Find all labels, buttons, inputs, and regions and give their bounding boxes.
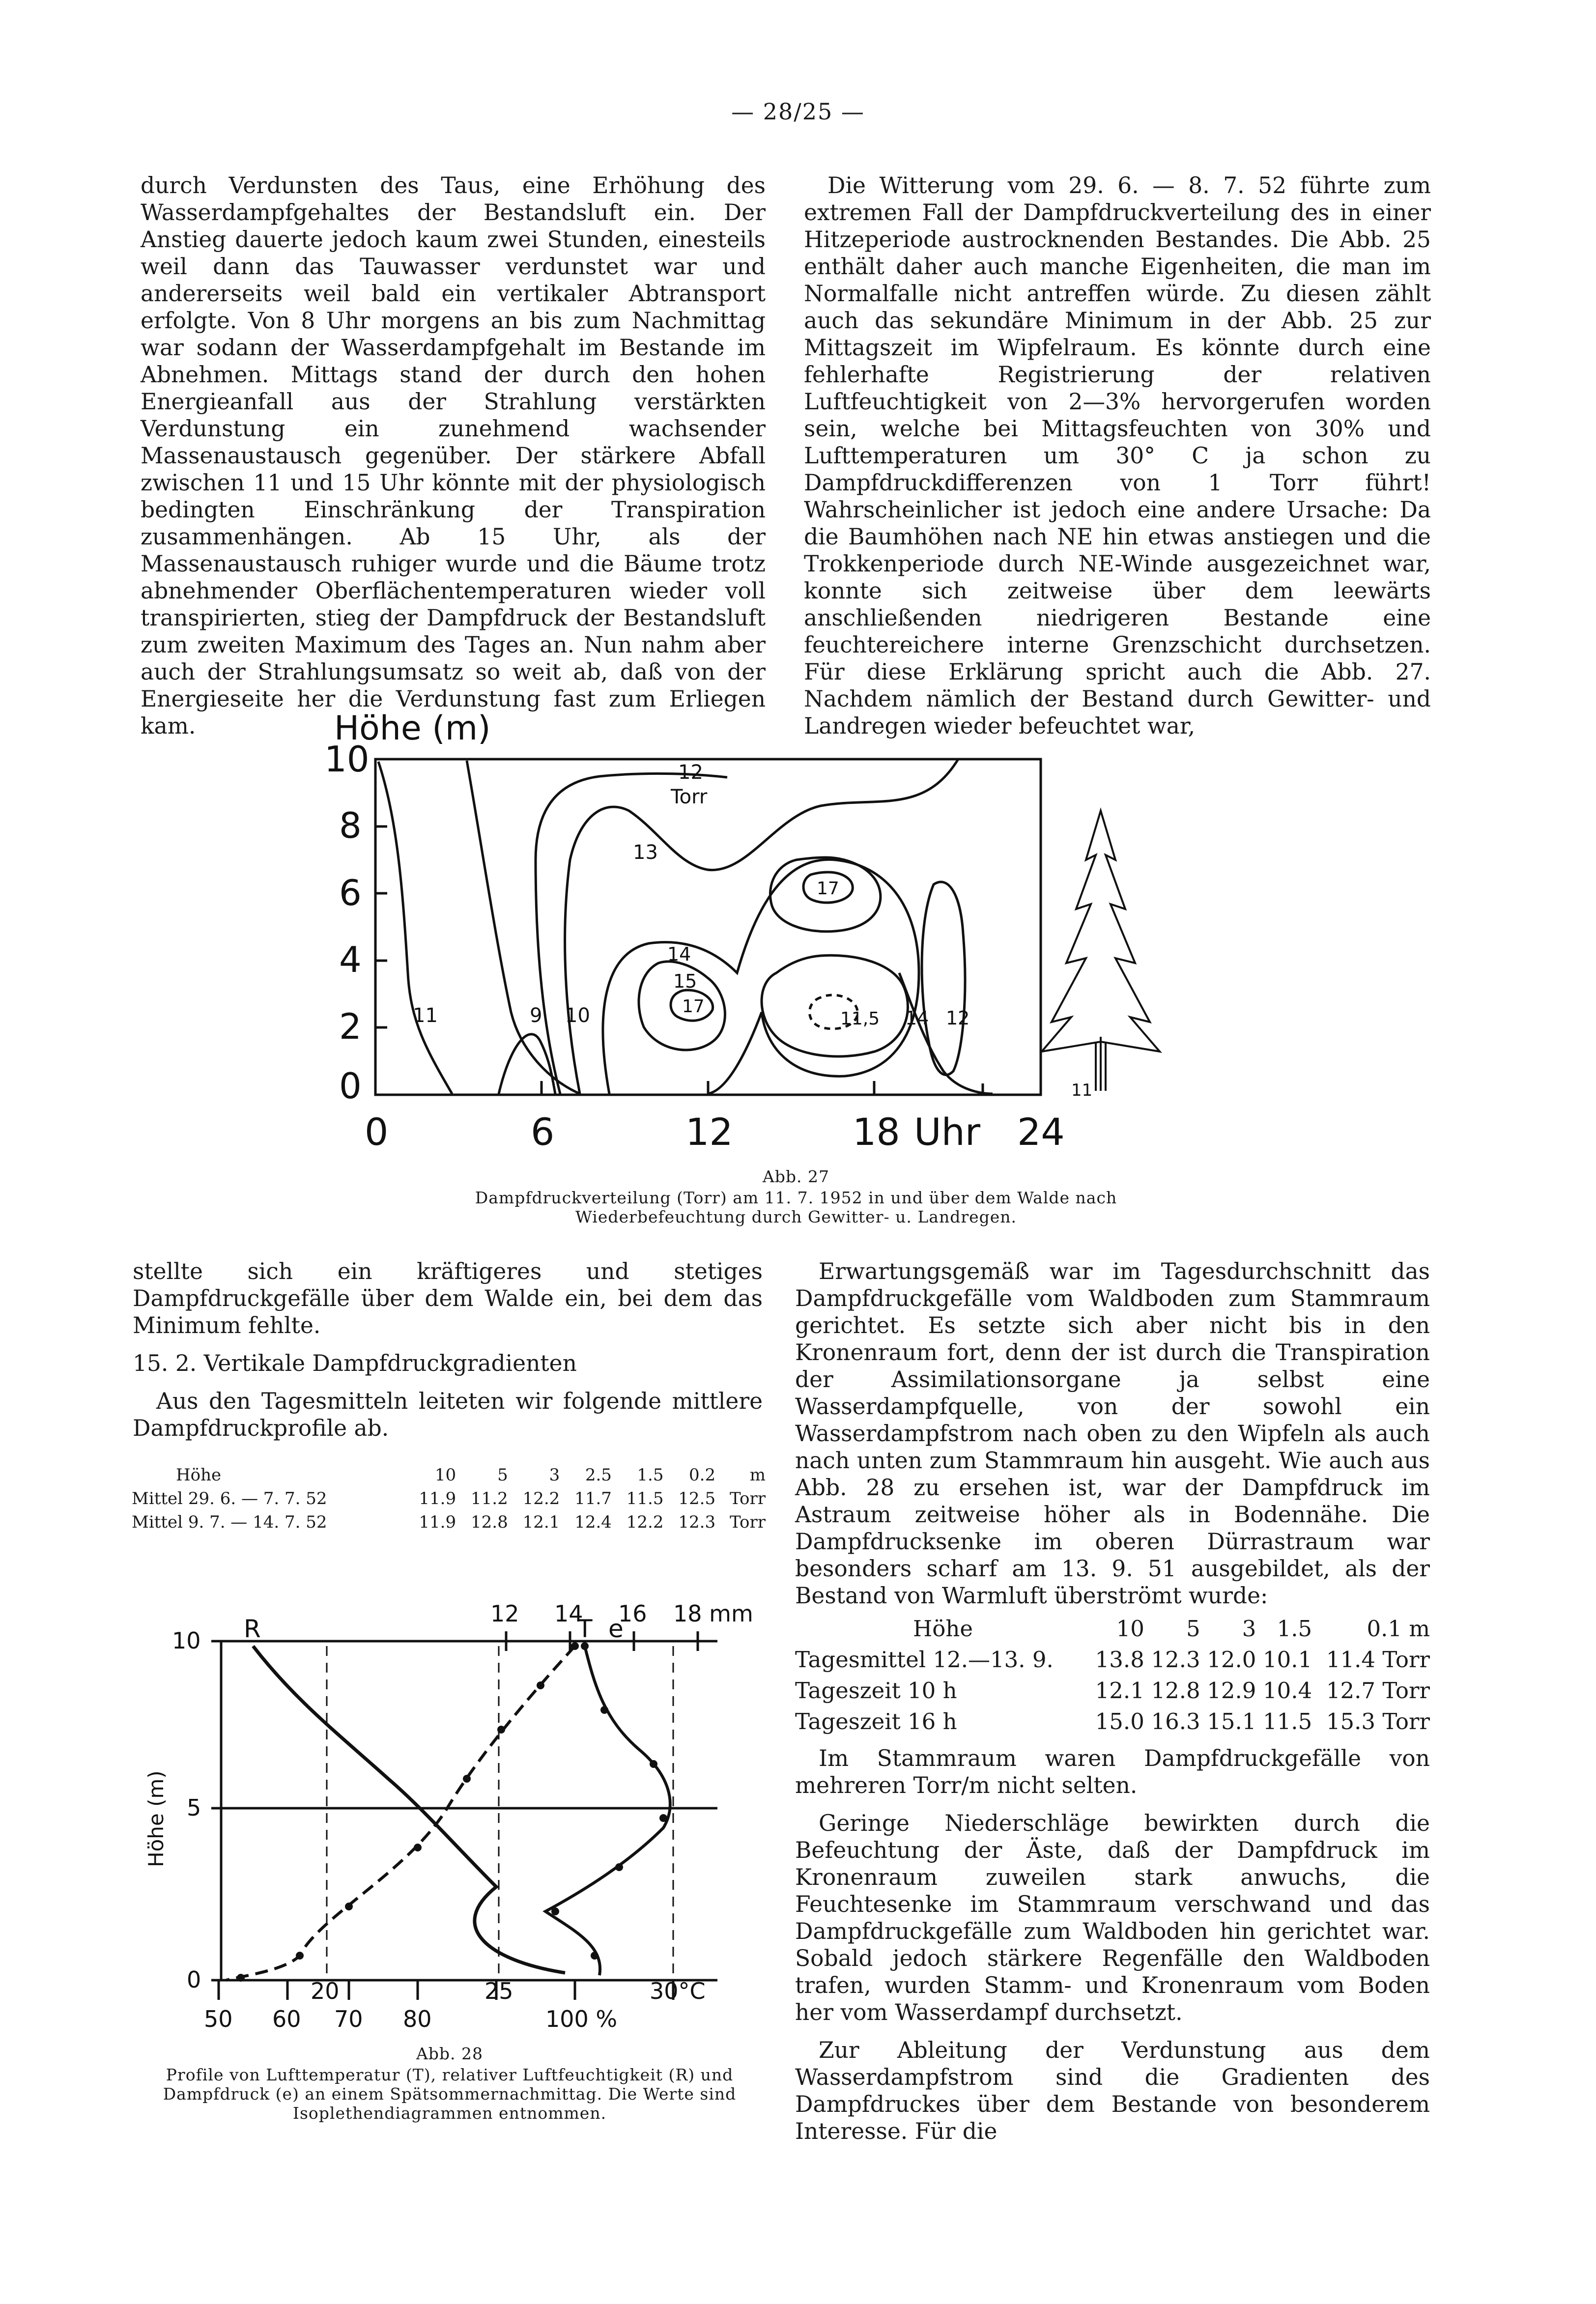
table-cell: m xyxy=(749,1465,766,1485)
isopleth-11-left xyxy=(378,762,452,1094)
data-point xyxy=(615,1863,623,1871)
table-cell: 12.7 Torr xyxy=(1326,1678,1430,1704)
data-point xyxy=(414,1844,422,1851)
table-cell: Höhe xyxy=(913,1616,973,1642)
table-cell: 12.9 xyxy=(1207,1678,1256,1704)
data-point xyxy=(659,1814,667,1822)
r-tick-label: 70 xyxy=(334,2006,363,2032)
table-cell: 1.5 xyxy=(637,1465,664,1485)
data-point xyxy=(600,1706,608,1714)
table-cell: 12.8 xyxy=(471,1512,508,1532)
table-row xyxy=(132,1511,766,1535)
data-point xyxy=(345,1903,353,1910)
t-tick-label: 25 xyxy=(484,1978,513,2004)
temperature-curve xyxy=(226,1646,575,1980)
isopleth-label: 14 xyxy=(667,943,691,965)
table-cell: 12.2 xyxy=(522,1489,560,1508)
text-column-top-right xyxy=(804,172,1431,740)
isopleth-label: 17 xyxy=(682,996,705,1017)
y-tick-label: 6 xyxy=(339,872,362,913)
table-cell: 2.5 xyxy=(585,1465,612,1485)
top-tick-label: 12 xyxy=(490,1600,519,1627)
table-cell: Tageszeit 16 h xyxy=(795,1708,957,1735)
y-tick-label: 0 xyxy=(339,1065,362,1107)
x-tick-label: 12 xyxy=(685,1110,733,1154)
table-cell: 15.0 xyxy=(1095,1708,1144,1735)
curve-label-r: R xyxy=(244,1615,261,1643)
paragraph: Die Witterung vom 29. 6. — 8. 7. 52 führte zum extremen Fall der Dampfdruckverteilung des in einer Hitzeperiode austrocknenden Bestandes. Die Abb. 25 enthält daher auch manche Eigenheiten, die man im Normalfalle nicht antreffen würde. Zu diesen zählt auch das sekundäre Minimum in der Abb. 25 zur Mittagszeit im Wipfelraum. Es könnte durch eine fehlerhafte Registrierung der relativen Luftfeuchtigkeit von 2—3% hervorgerufen worden sein, welche bei Mittagsfeuchten von 30% und Lufttemperaturen um 30° C ja schon zu Dampfdruckdifferenzen von 1 Torr führt! Wahrscheinlicher ist jedoch eine andere Ursache: Da die Baumhöhen nach NE hin etwas anstiegen und die Trokkenperiode durch NE-Winde ausgezeichnet war, konnte sich zeitweise über dem leewärts anschließenden niedrigeren Bestande eine feuchtereichere interne Grenzschicht durchsetzen. Für diese Erklärung spricht auch die Abb. 27. Nachdem nämlich der Bestand durch Gewitter- und Landregen wieder befeuchtet war, xyxy=(804,172,1431,739)
y-axis-title: Höhe (m) xyxy=(334,709,491,748)
caption-text: Dampfdruckverteilung (Torr) am 11. 7. 1952 in und über dem Walde nach Wiederbefeuchtung durch Gewitter- u. Landregen. xyxy=(475,1188,1117,1226)
table-cell: 11.9 xyxy=(419,1489,456,1508)
x-unit-label: Uhr xyxy=(914,1110,981,1154)
y-tick-label: 10 xyxy=(324,739,370,780)
isopleth-label: 10 xyxy=(565,1004,590,1027)
text-column-top-left xyxy=(141,172,766,740)
isopleth-label: 11 xyxy=(413,1004,438,1027)
data-point xyxy=(537,1681,544,1689)
isopleth-12-top xyxy=(467,761,580,1094)
paragraph: Aus den Tagesmitteln leiteten wir folgende mittlere Dampfdruckprofile ab. xyxy=(133,1388,763,1441)
data-point xyxy=(463,1775,471,1783)
table-cell: Torr xyxy=(729,1489,766,1508)
table-cell: 13.8 xyxy=(1095,1647,1144,1673)
table-cell: 12.1 xyxy=(522,1512,560,1532)
isopleth-label: 9 xyxy=(530,1004,542,1027)
caption-abb: Abb. 28 xyxy=(416,2044,484,2063)
text-column-mid-left xyxy=(133,1258,763,1442)
table-cell: 16.3 xyxy=(1151,1708,1200,1735)
y-tick-label: 2 xyxy=(339,1006,362,1047)
table-cell: 11.7 xyxy=(574,1489,612,1508)
table-cell: 11.2 xyxy=(471,1489,508,1508)
table-cell: 10 xyxy=(434,1465,456,1485)
figure-27-isopleth-diagram xyxy=(305,698,1253,1165)
paragraph: Im Stammraum waren Dampfdruckgefälle von mehreren Torr/m nicht selten. xyxy=(795,1745,1430,1798)
data-point xyxy=(296,1952,304,1960)
table-cell: Tagesmittel 12.—13. 9. xyxy=(795,1647,1054,1673)
table-cell: 3 xyxy=(549,1465,560,1485)
r-tick-label: 60 xyxy=(272,2006,301,2032)
section-heading: 15. 2. Vertikale Dampfdruckgradienten xyxy=(133,1350,577,1376)
isopleth-label: 17 xyxy=(817,879,839,899)
table-cell: 10.1 xyxy=(1263,1647,1312,1673)
table-row xyxy=(132,1488,766,1511)
x-tick-label: 18 xyxy=(853,1110,900,1154)
text-column-mid-right xyxy=(795,1258,1430,2145)
t-tick-label: 20 xyxy=(311,1978,340,2004)
curve-label-e: e xyxy=(608,1615,624,1643)
curve-label-t: T xyxy=(577,1615,593,1643)
top-tick-label: 14 xyxy=(554,1600,583,1627)
table-cell: 12.5 xyxy=(678,1489,716,1508)
paragraph: stellte sich ein kräftigeres und stetiges Dampfdruckgefälle über dem Walde ein, bei dem das Minimum fehlte. xyxy=(133,1258,763,1338)
y-tick-label: 5 xyxy=(187,1794,201,1821)
table-cell: 12.3 xyxy=(678,1512,716,1532)
table-cell: Mittel 29. 6. — 7. 7. 52 xyxy=(132,1489,327,1508)
table-cell: 12.1 xyxy=(1095,1678,1144,1704)
table-cell: 12.0 xyxy=(1207,1647,1256,1673)
table-cell: 10.4 xyxy=(1263,1678,1312,1704)
top-tick-label: 18 mm xyxy=(673,1600,753,1627)
table-cell: Höhe xyxy=(176,1465,222,1485)
isopleth-label: 11 xyxy=(1071,1081,1093,1100)
isopleth-13 xyxy=(565,759,958,1094)
data-point xyxy=(571,1642,579,1650)
data-point xyxy=(551,1907,559,1915)
t-tick-label: 30°C xyxy=(650,1978,706,2004)
r-tick-label: 50 xyxy=(204,2006,233,2032)
data-point xyxy=(237,1974,245,1982)
table-cell: Torr xyxy=(729,1512,766,1532)
table-row xyxy=(795,1675,1430,1706)
isopleth-label: 12 xyxy=(946,1007,970,1029)
table-cell: 12.8 xyxy=(1151,1678,1200,1704)
isopleth-label: 14 xyxy=(905,1007,929,1029)
isopleth-label: 12 xyxy=(678,761,703,784)
table-cell: 11.5 xyxy=(626,1489,664,1508)
table-header-row xyxy=(132,1464,766,1488)
table-row xyxy=(795,1706,1430,1737)
y-tick-label: 4 xyxy=(339,939,362,980)
data-point xyxy=(497,1726,505,1734)
table-cell: 3 xyxy=(1242,1616,1256,1642)
caption-abb: Abb. 27 xyxy=(762,1167,830,1186)
isopleth-11-corner xyxy=(899,973,993,1094)
isopleth-label: 11,5 xyxy=(840,1009,880,1029)
spruce-tree-icon xyxy=(1042,811,1160,1091)
x-tick-label: 6 xyxy=(531,1110,555,1154)
r-tick-label: 80 xyxy=(403,2006,432,2032)
dampfdruck-table-13-9 xyxy=(795,1613,1430,1737)
top-tick-label: 16 xyxy=(618,1600,647,1627)
table-cell: Mittel 9. 7. — 14. 7. 52 xyxy=(132,1512,327,1532)
table-cell: 12.2 xyxy=(626,1512,664,1532)
table-header-row xyxy=(795,1613,1430,1644)
vapour-pressure-curve xyxy=(545,1646,670,1975)
y-tick-label: 0 xyxy=(187,1966,201,1993)
table-cell: 0.2 xyxy=(689,1465,716,1485)
table-cell: 10 xyxy=(1116,1616,1144,1642)
table-cell: 11.9 xyxy=(419,1512,456,1532)
x-tick-label: 24 xyxy=(1017,1110,1065,1154)
table-cell: 5 xyxy=(1186,1616,1200,1642)
r-tick-label: 100 % xyxy=(545,2006,618,2032)
data-point xyxy=(650,1760,657,1768)
figure-28-profile-plot xyxy=(133,1572,776,2044)
table-cell: 11.5 xyxy=(1263,1708,1312,1735)
table-cell: 5 xyxy=(497,1465,508,1485)
paragraph: Geringe Niederschläge bewirkten durch die Befeuchtung der Äste, daß der Dampfdruck im Kronenraum zuweilen stark anwuchs, die Feuchtesenke im Stammraum verschwand und das Dampfdruckgefälle zum Waldboden hin gerichtet war. Sobald jedoch stärkere Regenfälle den Waldboden trafen, wurden Stamm- und Kronenraum vom Boden her vom Wasserdampf durchsetzt. xyxy=(795,1810,1430,2025)
table-cell: 1.5 xyxy=(1277,1616,1312,1642)
table-row xyxy=(795,1644,1430,1675)
data-point xyxy=(591,1952,598,1960)
paragraph: Erwartungsgemäß war im Tagesdurchschnitt das Dampfdruckgefälle vom Waldboden zum Stammraum gerichtet. Es setzte sich aber nicht bis in den Kronenraum fort, denn der ist durch die Transpiration der Assimilationsorgane ja selbst eine Wasserdampfquelle, von der sowohl ein Wasserdampfstrom nach oben zu den Wipfeln als auch nach unten zum Stammraum hin ausgeht. Wie auch aus Abb. 28 zu ersehen ist, war der Dampfdruck im Astraum zeitweise höher als in Bodennähe. Die Dampfdrucksenke im oberen Dürrastraum war besonders scharf am 13. 9. 51 ausgebildet, als der Bestand von Warmluft überströmt wurde: xyxy=(795,1258,1430,1609)
data-point xyxy=(581,1642,589,1650)
y-tick-label: 8 xyxy=(339,805,362,846)
y-axis-title: Höhe (m) xyxy=(144,1770,168,1867)
table-cell: 12.3 xyxy=(1151,1647,1200,1673)
figure-27-caption xyxy=(452,1167,1140,1226)
isopleth-lower-right xyxy=(762,955,908,1056)
isopleth-14-outer xyxy=(603,859,919,1094)
caption-text: Profile von Lufttemperatur (T), relativer Luftfeuchtigkeit (R) und Dampfdruck (e) an einem Spätsommernachmittag. Die Werte sind Isoplethendiagrammen entnommen. xyxy=(163,2065,737,2123)
isopleth-label: Torr xyxy=(671,786,708,808)
isopleth-label: 13 xyxy=(633,841,658,864)
table-cell: 0.1 m xyxy=(1367,1616,1430,1642)
table-cell: Tageszeit 10 h xyxy=(795,1678,957,1704)
x-tick-label: 0 xyxy=(365,1110,389,1154)
paragraph: Zur Ableitung der Verdunstung aus dem Wasserdampfstrom sind die Gradienten des Dampfdruckes über dem Bestande von besonderem Interesse. Für die xyxy=(795,2037,1430,2144)
paragraph: durch Verdunsten des Taus, eine Erhöhung des Wasserdampfgehaltes der Bestandsluft ein. Der Anstieg dauerte jedoch kaum zwei Stunden, einesteils weil dann das Tauwasser verdunstet war und andererseits weil bald ein vertikaler Abtransport erfolgte. Von 8 Uhr morgens an bis zum Nachmittag war sodann der Wasserdampfgehalt im Bestande im Abnehmen. Mittags stand der durch den hohen Energieanfall aus der Strahlung verstärkten Verdunstung ein zunehmend wachsender Massenaustausch gegenüber. Der stärkere Abfall zwischen 11 und 15 Uhr könnte mit der physiologisch bedingten Einschränkung der Transpiration zusammenhängen. Ab 15 Uhr, als der Massenaustausch ruhiger wurde und die Bäume trotz abnehmender Oberflächentemperaturen wieder voll transpirierten, stieg der Dampfdruck der Bestandsluft zum zweiten Maximum des Tages an. Nun nahm aber auch der Strahlungsumsatz so weit ab, daß von der Energieseite her die Verdunstung fast zum Erliegen kam. xyxy=(141,172,766,739)
dampfdruck-profile-table xyxy=(132,1464,766,1535)
isopleth-label: 15 xyxy=(673,970,697,992)
table-cell: 15.3 Torr xyxy=(1326,1708,1430,1735)
isopleth-9 xyxy=(499,1034,555,1094)
y-tick-label: 10 xyxy=(172,1627,201,1654)
figure-28-caption xyxy=(123,2044,776,2123)
table-cell: 15.1 xyxy=(1207,1708,1256,1735)
table-cell: 12.4 xyxy=(574,1512,612,1532)
table-cell: 11.4 Torr xyxy=(1326,1647,1430,1673)
page-number: — 28/25 — xyxy=(731,98,865,125)
